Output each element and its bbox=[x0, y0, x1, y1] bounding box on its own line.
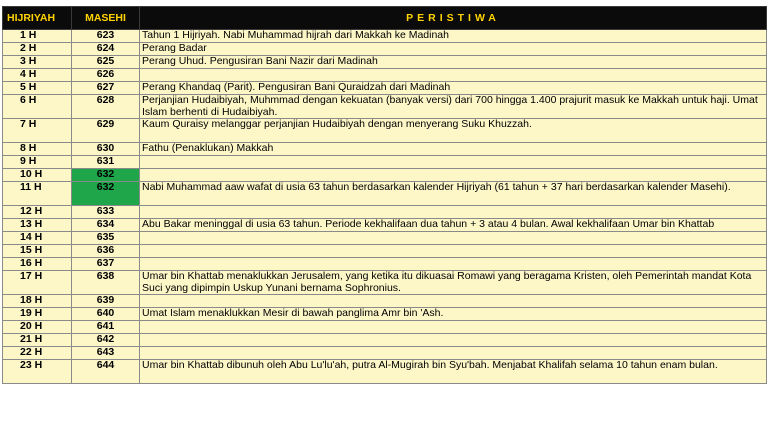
table-row bbox=[3, 245, 767, 258]
masehi-cell: 635 bbox=[72, 232, 140, 245]
hijriyah-cell: 15 H bbox=[3, 245, 72, 258]
masehi-cell: 642 bbox=[72, 334, 140, 347]
masehi-cell: 641 bbox=[72, 321, 140, 334]
masehi-cell: 623 bbox=[72, 30, 140, 43]
table-row bbox=[3, 69, 767, 82]
masehi-cell: 629 bbox=[72, 119, 140, 143]
peristiwa-cell bbox=[140, 321, 767, 334]
table-header bbox=[3, 7, 767, 30]
peristiwa-cell bbox=[140, 69, 767, 82]
hijriyah-cell: 8 H bbox=[3, 143, 72, 156]
peristiwa-cell: Umar bin Khattab menaklukkan Jerusalem, yang ketika itu dikuasai Romawi yang beragama Kristen, oleh Pemerintah mandat Kota Suci yang dipimpin Uskup Yunani bernama Sophronius. bbox=[140, 271, 767, 295]
peristiwa-cell bbox=[140, 347, 767, 360]
hijriyah-cell: 16 H bbox=[3, 258, 72, 271]
table-row bbox=[3, 308, 767, 321]
hijriyah-cell: 21 H bbox=[3, 334, 72, 347]
peristiwa-cell: Kaum Quraisy melanggar perjanjian Hudaibiyah dengan menyerang Suku Khuzzah. bbox=[140, 119, 767, 143]
header-peristiwa: PERISTIWA bbox=[140, 7, 767, 30]
table-row bbox=[3, 271, 767, 295]
hijriyah-cell: 3 H bbox=[3, 56, 72, 69]
hijriyah-cell: 22 H bbox=[3, 347, 72, 360]
masehi-cell: 631 bbox=[72, 156, 140, 169]
hijriyah-cell: 4 H bbox=[3, 69, 72, 82]
header-hijriyah: HIJRIYAH bbox=[3, 7, 72, 30]
peristiwa-cell bbox=[140, 156, 767, 169]
table-row bbox=[3, 295, 767, 308]
hijriyah-cell: 7 H bbox=[3, 119, 72, 143]
hijriyah-cell: 20 H bbox=[3, 321, 72, 334]
hijriyah-cell: 19 H bbox=[3, 308, 72, 321]
table-row bbox=[3, 169, 767, 182]
table-row bbox=[3, 95, 767, 119]
timeline-table bbox=[2, 6, 767, 384]
table-row bbox=[3, 30, 767, 43]
hijriyah-cell: 10 H bbox=[3, 169, 72, 182]
peristiwa-cell bbox=[140, 295, 767, 308]
masehi-cell: 640 bbox=[72, 308, 140, 321]
header-masehi: MASEHI bbox=[72, 7, 140, 30]
masehi-cell: 628 bbox=[72, 95, 140, 119]
peristiwa-cell bbox=[140, 232, 767, 245]
table-row bbox=[3, 82, 767, 95]
peristiwa-cell: Tahun 1 Hijriyah. Nabi Muhammad hijrah dari Makkah ke Madinah bbox=[140, 30, 767, 43]
masehi-cell: 639 bbox=[72, 295, 140, 308]
hijriyah-cell: 18 H bbox=[3, 295, 72, 308]
table-row bbox=[3, 119, 767, 143]
peristiwa-cell: Perang Khandaq (Parit). Pengusiran Bani Quraidzah dari Madinah bbox=[140, 82, 767, 95]
peristiwa-cell bbox=[140, 245, 767, 258]
masehi-cell: 627 bbox=[72, 82, 140, 95]
hijriyah-cell: 13 H bbox=[3, 219, 72, 232]
peristiwa-cell bbox=[140, 258, 767, 271]
masehi-cell: 644 bbox=[72, 360, 140, 384]
hijriyah-cell: 17 H bbox=[3, 271, 72, 295]
masehi-cell: 636 bbox=[72, 245, 140, 258]
masehi-cell: 638 bbox=[72, 271, 140, 295]
hijriyah-cell: 5 H bbox=[3, 82, 72, 95]
table-row bbox=[3, 206, 767, 219]
hijriyah-cell: 9 H bbox=[3, 156, 72, 169]
table-row bbox=[3, 232, 767, 245]
table-row bbox=[3, 334, 767, 347]
masehi-cell-highlighted: 632 bbox=[72, 182, 140, 206]
table-row bbox=[3, 360, 767, 384]
hijriyah-cell: 6 H bbox=[3, 95, 72, 119]
table-row bbox=[3, 321, 767, 334]
masehi-cell: 643 bbox=[72, 347, 140, 360]
peristiwa-cell bbox=[140, 169, 767, 182]
table-row bbox=[3, 56, 767, 69]
table-row bbox=[3, 143, 767, 156]
table-row bbox=[3, 43, 767, 56]
timeline-table-wrapper bbox=[2, 6, 766, 384]
masehi-cell: 634 bbox=[72, 219, 140, 232]
masehi-cell: 626 bbox=[72, 69, 140, 82]
peristiwa-cell: Perang Badar bbox=[140, 43, 767, 56]
hijriyah-cell: 23 H bbox=[3, 360, 72, 384]
table-row bbox=[3, 258, 767, 271]
peristiwa-cell bbox=[140, 206, 767, 219]
peristiwa-cell: Fathu (Penaklukan) Makkah bbox=[140, 143, 767, 156]
table-row bbox=[3, 182, 767, 206]
hijriyah-cell: 1 H bbox=[3, 30, 72, 43]
hijriyah-cell: 2 H bbox=[3, 43, 72, 56]
table-body bbox=[3, 30, 767, 384]
peristiwa-cell: Perjanjian Hudaibiyah, Muhmmad dengan kekuatan (banyak versi) dari 700 hingga 1.400 prajurit masuk ke Makkah untuk haji. Umat Islam berhenti di Hudaibiyah. bbox=[140, 95, 767, 119]
table-row bbox=[3, 347, 767, 360]
peristiwa-cell: Perang Uhud. Pengusiran Bani Nazir dari Madinah bbox=[140, 56, 767, 69]
masehi-cell: 637 bbox=[72, 258, 140, 271]
header-row bbox=[3, 7, 767, 30]
masehi-cell: 633 bbox=[72, 206, 140, 219]
peristiwa-cell: Abu Bakar meninggal di usia 63 tahun. Periode kekhalifaan dua tahun + 3 atau 4 bulan. Awal kekhalifaan Umar bin Khattab bbox=[140, 219, 767, 232]
peristiwa-cell bbox=[140, 334, 767, 347]
peristiwa-cell: Nabi Muhammad aaw wafat di usia 63 tahun berdasarkan kalender Hijriyah (61 tahun + 37 hari berdasarkan kalender Masehi). bbox=[140, 182, 767, 206]
hijriyah-cell: 11 H bbox=[3, 182, 72, 206]
masehi-cell: 624 bbox=[72, 43, 140, 56]
masehi-cell: 630 bbox=[72, 143, 140, 156]
peristiwa-cell: Umat Islam menaklukkan Mesir di bawah panglima Amr bin 'Ash. bbox=[140, 308, 767, 321]
masehi-cell: 625 bbox=[72, 56, 140, 69]
hijriyah-cell: 12 H bbox=[3, 206, 72, 219]
masehi-cell-highlighted: 632 bbox=[72, 169, 140, 182]
peristiwa-cell: Umar bin Khattab dibunuh oleh Abu Lu'lu'ah, putra Al-Mugirah bin Syu'bah. Menjabat Khalifah selama 10 tahun enam bulan. bbox=[140, 360, 767, 384]
table-row bbox=[3, 219, 767, 232]
hijriyah-cell: 14 H bbox=[3, 232, 72, 245]
table-row bbox=[3, 156, 767, 169]
